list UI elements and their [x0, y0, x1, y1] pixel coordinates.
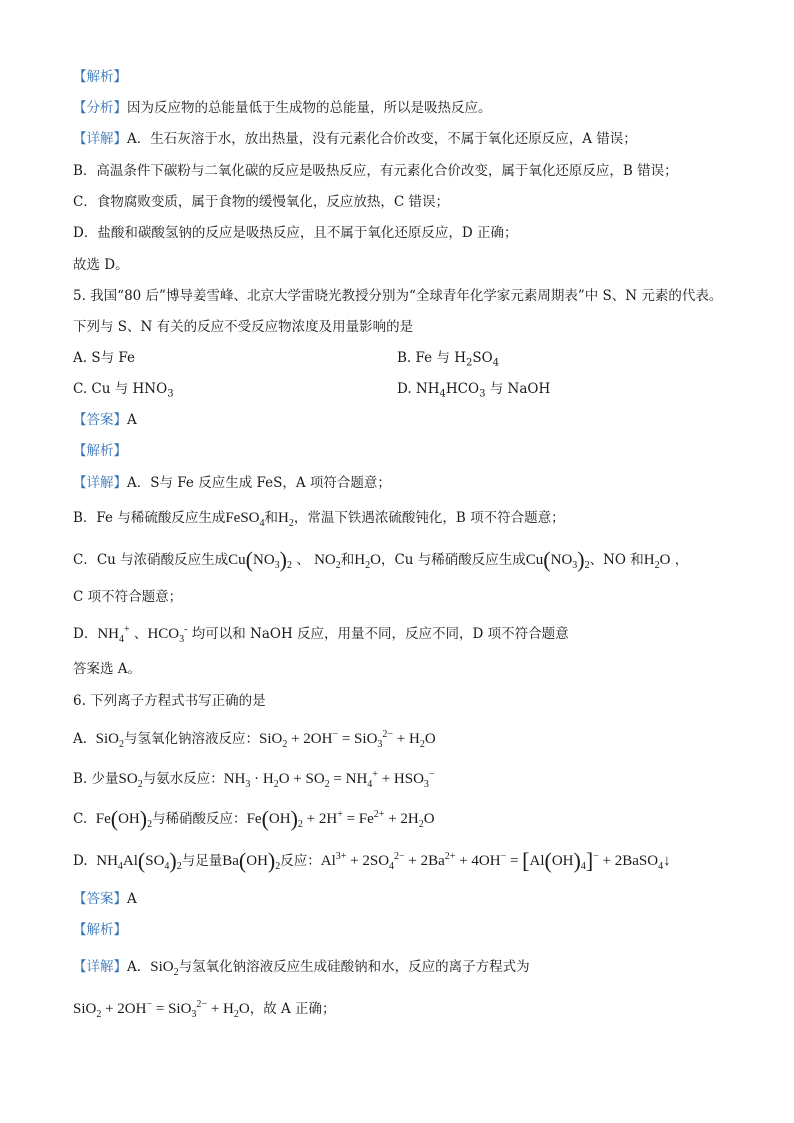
q5-option-a: A. S与 Fe	[73, 350, 135, 366]
q6-d-mid: 与足量	[181, 853, 223, 869]
q6-d-text: 反应：	[280, 853, 321, 869]
q6-c-label: C.	[73, 811, 88, 827]
q6-jiexi-heading: 【解析】	[73, 922, 127, 938]
q6-detail-a-text2: 与氢氧化钠溶液反应生成硅酸钠和水，反应的离子方程式为	[178, 959, 530, 975]
q5-detail-d: D．$NH_4^+$ 、$HCO_3^-$ 均可以和 NaOH 反应，用量不同，反应不同，D 项不符合题意	[73, 624, 569, 645]
q6-a-text: 与氢氧化钠溶液反应：	[123, 731, 259, 747]
q6-answer	[73, 890, 137, 908]
q5-detail-b-text1: B．Fe 与稀硫酸反应生成	[73, 510, 226, 526]
q5-detail-a	[73, 474, 391, 492]
q5-detail-d-text2: 均可以和 NaOH 反应，用量不同，反应不同，D 项不符合题意	[191, 626, 569, 642]
q6-option-c: C. $Fe(OH)_2$与稀硝酸反应：$Fe(OH)_2 + 2H^+ = Fe^{2+} + 2H_2O$	[73, 806, 435, 831]
q5-detail-b: B．Fe 与稀硫酸反应生成FeSO$_4$和$H_2$，常温下铁遇浓硫酸钝化，B 项不符合题意；	[73, 510, 565, 529]
q5-option-d-post: 与 NaOH	[489, 381, 551, 397]
q6-c-text: 与稀硝酸反应：	[152, 811, 247, 827]
q6-detail-a-text1: A．	[127, 959, 151, 975]
q5-detail-b-text2: 和	[264, 510, 279, 526]
q6-detail-a: 【详解】A．SiO$_2$与氢氧化钠溶液反应生成硅酸钠和水，反应的离子方程式为	[73, 959, 530, 978]
q5-stem-2: 下列与 S、N 有关的反应不受反应物浓度及用量影响的是	[73, 319, 414, 335]
q5-detail-d-text1: D．	[73, 626, 98, 642]
fenxi-line	[73, 99, 492, 117]
answer-value: A	[127, 891, 137, 907]
answer-tag: 【答案】	[73, 412, 127, 428]
fenxi-text: 因为反应物的总能量低于生成物的总能量，所以是吸热反应。	[127, 100, 492, 116]
q5-detail-c-text2: 和	[340, 552, 355, 568]
xiangjie-a-text: A．生石灰溶于水，放出热量，没有元素化合价改变，不属于氧化还原反应，A 错误；	[127, 131, 637, 147]
option-c-explain: C．食物腐败变质，属于食物的缓慢氧化，反应放热，C 错误；	[73, 194, 449, 210]
q5-option-c: C. Cu 与 $HNO_3$	[73, 381, 174, 400]
q6-b-pre: 少量	[91, 771, 119, 787]
jiexi-heading-1: 【解析】	[73, 69, 127, 85]
q5-detail-b-text3: ，常温下铁遇浓硫酸钝化，B 项不符合题意；	[293, 510, 565, 526]
q5-detail-c-text3: ，Cu 与稀硝酸反应生成	[380, 552, 526, 568]
q5-detail-c-text1: C．Cu 与浓硝酸反应生成	[73, 552, 229, 568]
q6-d-label: D.	[73, 853, 88, 869]
q6-detail-a-text3: ，故 A 正确；	[249, 1001, 336, 1017]
q5-option-b-text: B. Fe 与 H	[397, 350, 466, 366]
xiangjie-a-line	[73, 130, 637, 148]
q6-detail-a-eq: $SiO_2 + 2OH^- = SiO_3^{2-} + H_2O$，故 A 正确；	[73, 999, 336, 1020]
q6-a-label: A.	[73, 731, 88, 747]
q5-option-d-text: D. NH	[397, 381, 440, 397]
q5-option-d-mid: HCO	[445, 381, 480, 397]
option-d-explain: D．盐酸和碳酸氢钠的反应是吸热反应，且不属于氧化还原反应，D 正确；	[73, 225, 518, 241]
q5-conclusion: 答案选 A。	[73, 661, 142, 677]
q5-option-b: B. Fe 与 $H_2SO_4$	[397, 350, 500, 369]
q5-jiexi-heading: 【解析】	[73, 443, 127, 459]
q5-answer	[73, 411, 137, 429]
q6-option-a: A. SiO$_2$与氢氧化钠溶液反应：$SiO_2 + 2OH^- = SiO_3^{2-} + H_2O$	[73, 729, 436, 750]
q6-option-d: D. $NH_4Al(SO_4)_2$与足量$Ba(OH)_2$反应：$Al^{3+} + 2SO_4^{2-} + 2Ba^{2+} + 4OH^- = [Al(OH)_4]^-$ + 2BaSO$_4$↓	[73, 848, 671, 873]
xiangjie-tag: 【详解】	[73, 959, 127, 975]
q5-detail-c: C．Cu 与浓硝酸反应生成$Cu(NO_3)_2$ 、 $NO_2$和$H_2O$，Cu 与稀硝酸反应生成$Cu(NO_3)_2$、NO 和$H_2O$ ，	[73, 547, 689, 572]
q5-stem-1: 5. 我国“80 后”博导姜雪峰、北京大学雷晓光教授分别为“全球青年化学家元素周期表”中 S、N 元素的代表。	[73, 288, 723, 304]
q6-option-b: B. 少量$SO_2$与氨水反应：$NH_3 \cdot H_2O + SO_2 = NH_4^+ + HSO_3^-$	[73, 769, 435, 790]
q6-stem: 6. 下列离子方程式书写正确的是	[73, 693, 266, 709]
q5-option-c-text: C. Cu 与 HNO	[73, 381, 168, 397]
q5-detail-c-cont: C 项不符合题意；	[73, 589, 183, 605]
option-b-explain: B．高温条件下碳粉与二氧化碳的反应是吸热反应，有元素化合价改变，属于氧化还原反应，B 错误；	[73, 163, 678, 179]
q5-option-d: D. $NH_4HCO_3$ 与 NaOH	[397, 381, 551, 400]
answer-value: A	[127, 412, 137, 428]
xiangjie-tag: 【详解】	[73, 131, 127, 147]
q6-b-label: B.	[73, 771, 88, 787]
conclusion-4: 故选 D。	[73, 257, 129, 273]
q5-detail-a-text: A．S与 Fe 反应生成 FeS，A 项符合题意；	[127, 475, 391, 491]
fenxi-tag: 【分析】	[73, 100, 127, 116]
q6-b-text: 与氨水反应：	[142, 771, 224, 787]
xiangjie-tag: 【详解】	[73, 475, 127, 491]
answer-tag: 【答案】	[73, 891, 127, 907]
q5-detail-c-text4: 和	[630, 552, 644, 568]
